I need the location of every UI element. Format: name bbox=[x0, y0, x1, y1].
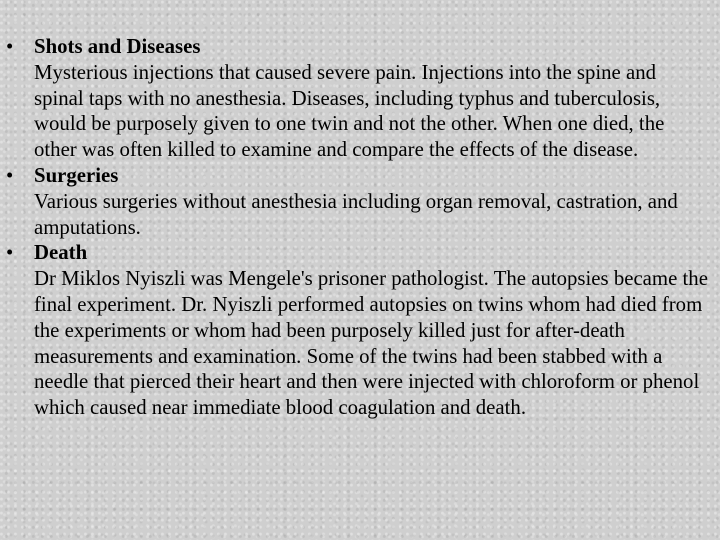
bullet-icon: • bbox=[6, 241, 14, 265]
bullet-list bbox=[6, 34, 710, 421]
bullet-icon: • bbox=[6, 35, 14, 58]
bullet-item-shots-and-diseases bbox=[6, 34, 710, 163]
bullet-text: Mysterious injections that caused severe pain. Injections into the spine and spinal taps with no anesthesia. Diseases, including typhus and tuberculosis, would be purposely given to one twin and not the other. When one died, the other was often killed to examine and compare the effects of the disease. bbox=[34, 60, 665, 162]
bullet-text: Various surgeries without anesthesia including organ removal, castration, and amputations. bbox=[34, 189, 678, 239]
bullet-item-death bbox=[6, 240, 710, 421]
bullet-item-surgeries bbox=[6, 163, 710, 240]
bullet-heading: Death bbox=[34, 241, 88, 265]
bullet-heading: Shots and Diseases bbox=[34, 35, 201, 58]
bullet-text: Dr Miklos Nyiszli was Mengele's prisoner pathologist. The autopsies became the final experiment. Dr. Nyiszli performed autopsies on twins whom had died from the experiments or whom had been purposely killed just for after-death measurements and examination. Some of the twins had been stabbed with a needle that pierced their heart and then were injected with chloroform or phenol which caused near immediate blood coagulation and death. bbox=[34, 267, 708, 420]
bullet-icon: • bbox=[6, 163, 14, 187]
bullet-heading: Surgeries bbox=[34, 163, 119, 187]
